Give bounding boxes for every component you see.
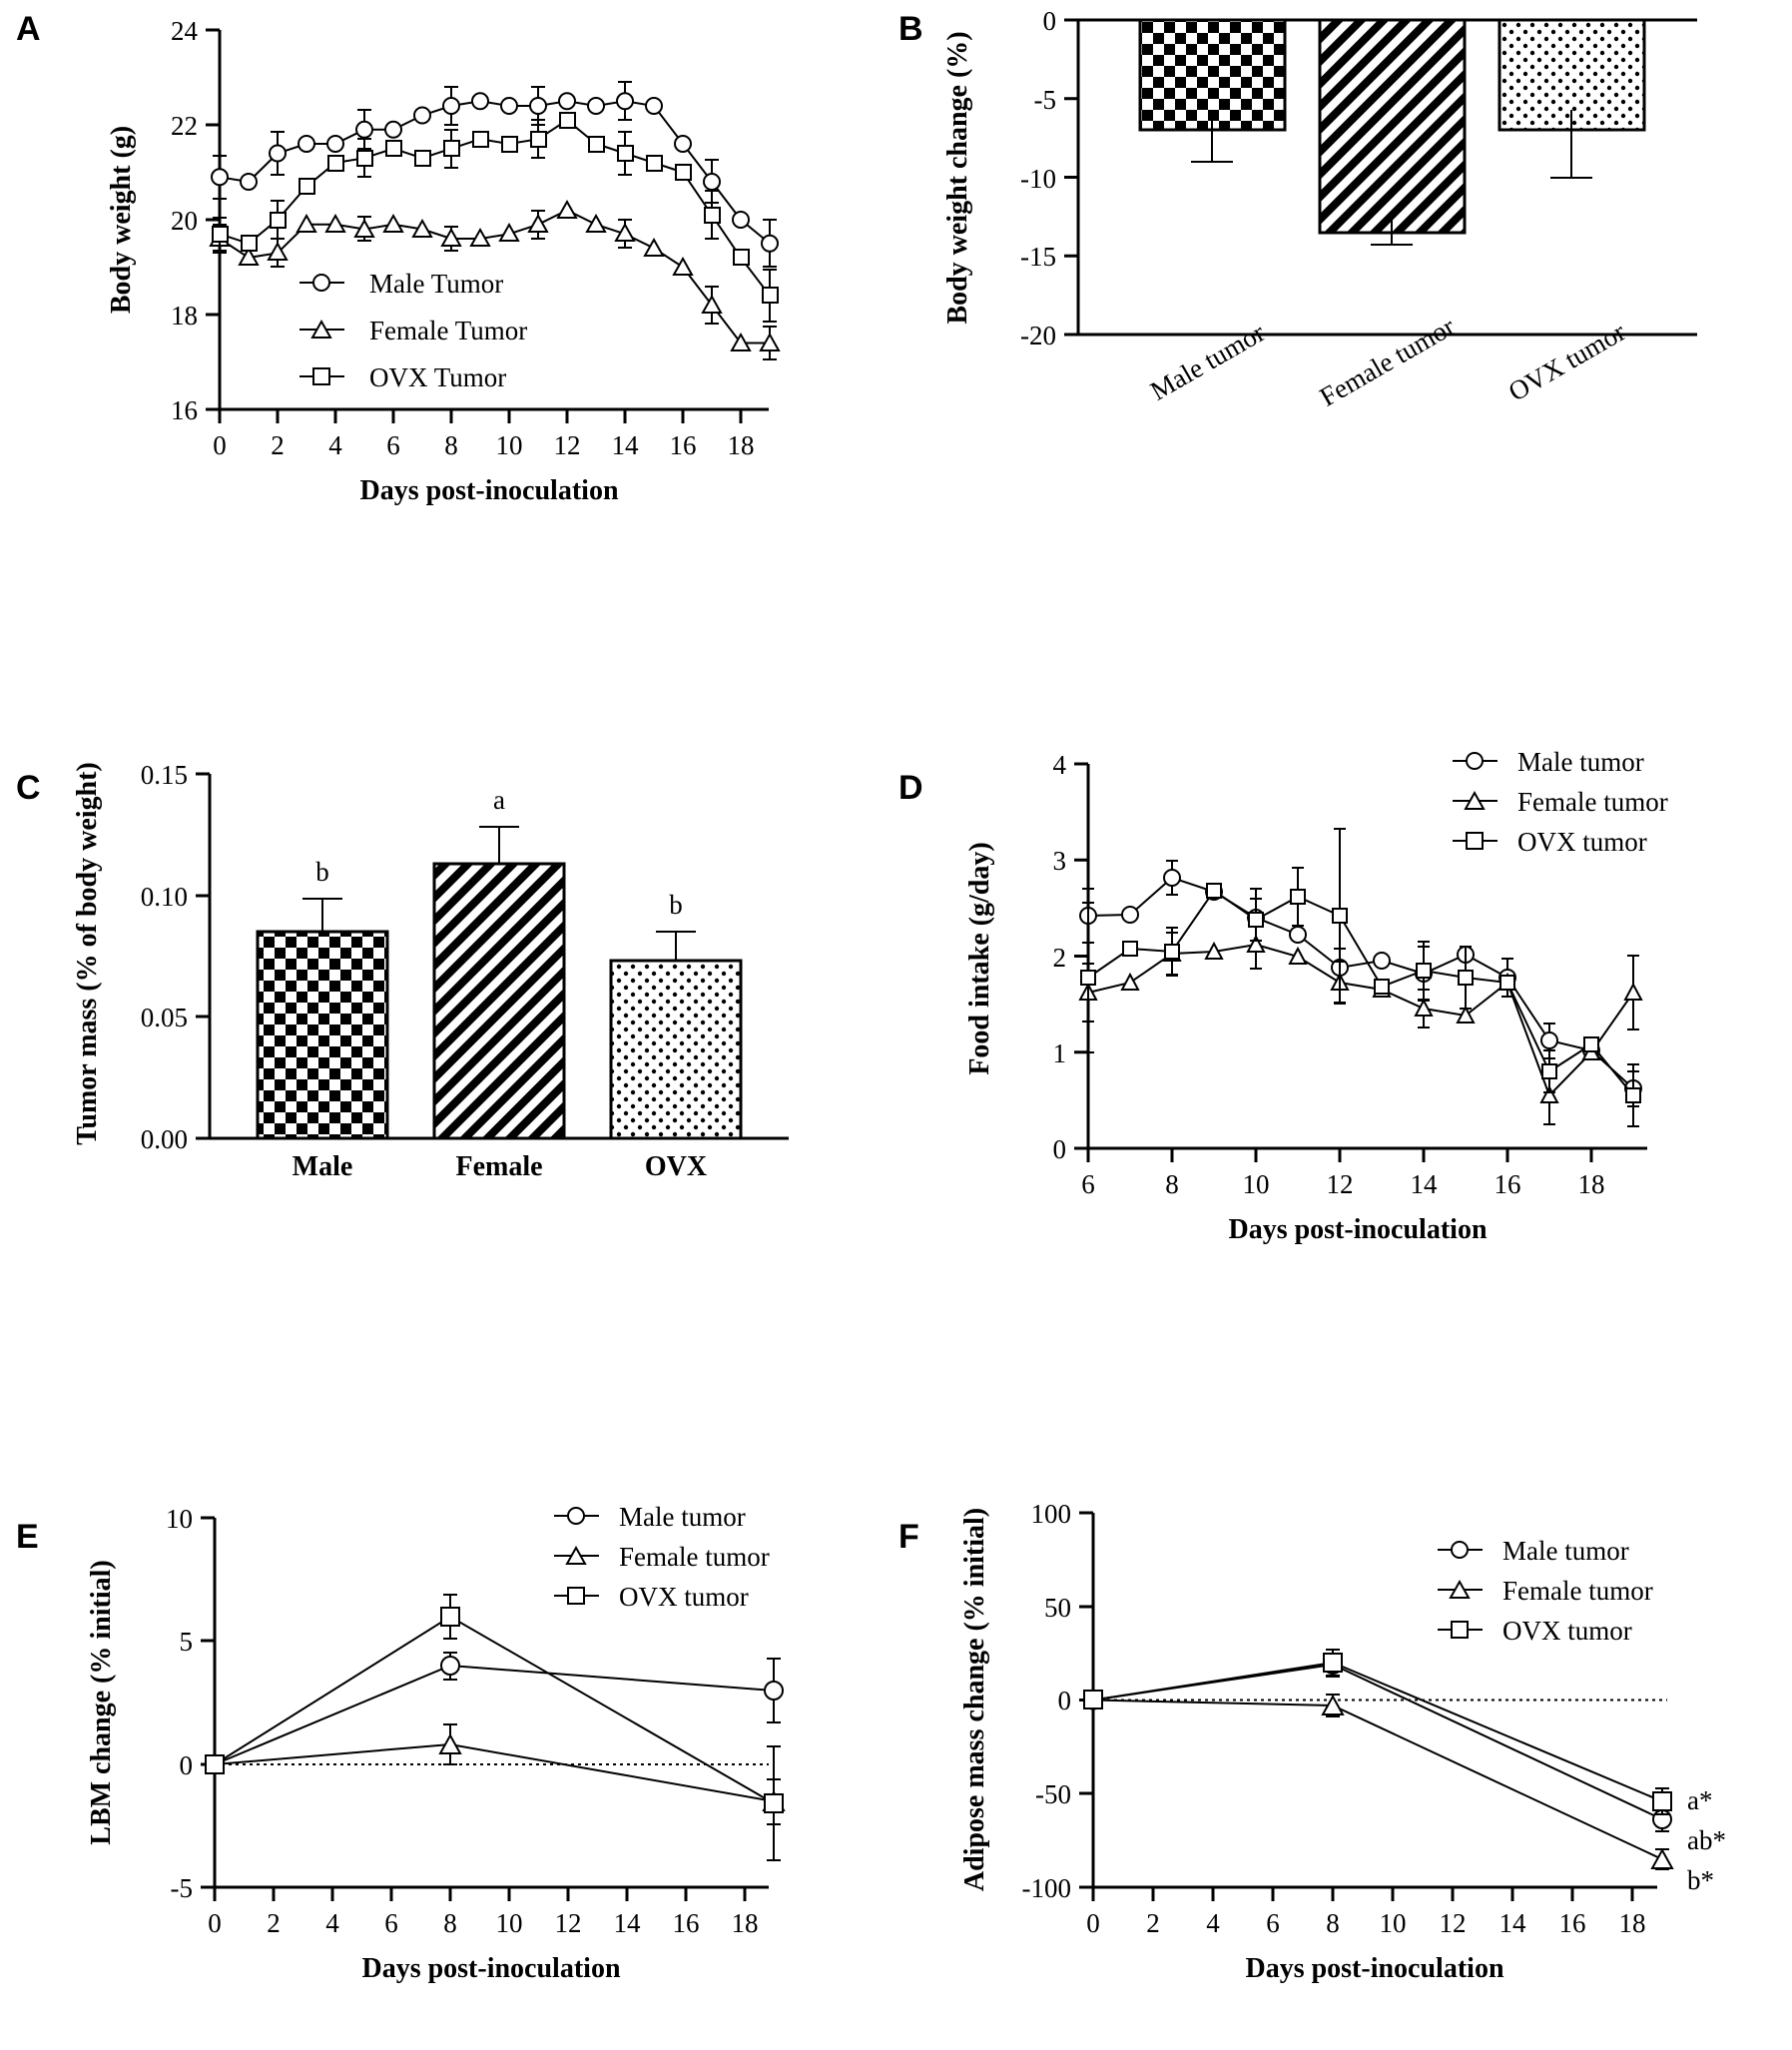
panel-d-legend-item-0: Male tumor <box>1517 747 1644 777</box>
panel-a-xtick-6: 12 <box>553 430 581 460</box>
panel-b-ylabel: Body weight change (%) <box>942 31 973 325</box>
panel-e-xtick-4: 8 <box>443 1908 457 1938</box>
panel-e-series-ovx <box>206 1595 783 1860</box>
panel-f-xlabel: Days post-inoculation <box>1245 1953 1504 1984</box>
panel-f-xtick-3: 6 <box>1266 1908 1280 1938</box>
panel-a-ytick-2: 20 <box>171 206 198 236</box>
panel-a-xtick-1: 2 <box>271 430 285 460</box>
panel-f-annot-1: ab* <box>1687 1825 1726 1855</box>
panel-f-ytick-2: 0 <box>1057 1686 1071 1715</box>
panel-d-legend <box>1453 747 1668 857</box>
panel-e-xlabel: Days post-inoculation <box>361 1953 621 1984</box>
panel-b-chart <box>879 0 1792 559</box>
panel-label-b: B <box>898 10 923 48</box>
panel-e-ytick-1: 0 <box>179 1750 193 1780</box>
panel-a-legend <box>299 269 527 392</box>
panel-c-annot-2: b <box>669 890 683 920</box>
panel-c-bar-2 <box>611 961 741 1138</box>
panel-c-ylabel: Tumor mass (% of body weight) <box>72 762 103 1145</box>
panel-b-xtick-0: Male tumor <box>1145 317 1270 406</box>
panel-a-ytick-4: 24 <box>171 16 198 46</box>
panel-f-legend <box>1438 1536 1653 1646</box>
panel-e-chart <box>0 1488 879 2047</box>
panel-label-a: A <box>16 10 41 48</box>
panel-a-ylabel: Body weight (g) <box>106 125 137 315</box>
panel-f-xtick-7: 14 <box>1498 1908 1526 1938</box>
panel-c-bar-1 <box>434 864 564 1138</box>
panel-label-d: D <box>898 769 923 807</box>
panel-a-chart <box>0 0 879 529</box>
panel-e-series-female <box>215 1724 784 1824</box>
panel-a-xtick-2: 4 <box>328 430 342 460</box>
panel-e-ytick-3: 10 <box>166 1504 193 1534</box>
panel-d-ytick-4: 4 <box>1052 750 1066 780</box>
panel-a-xlabel: Days post-inoculation <box>359 475 619 506</box>
panel-a-series-male <box>212 82 778 267</box>
panel-d-ytick-1: 1 <box>1052 1038 1066 1068</box>
panel-c-bars <box>258 785 741 1138</box>
panel-e-legend-item-1: Female tumor <box>619 1542 770 1572</box>
panel-d-chart <box>879 739 1792 1278</box>
panel-b-xtick-1: Female tumor <box>1314 311 1461 412</box>
panel-f-ytick-3: 50 <box>1044 1593 1071 1623</box>
panel-f-series-ovx <box>1084 1650 1671 1814</box>
panel-d-xtick-2: 10 <box>1242 1169 1270 1199</box>
panel-e-legend-item-0: Male tumor <box>619 1502 746 1532</box>
panel-f-annot-2: b* <box>1687 1865 1714 1895</box>
panel-e-xtick-3: 6 <box>384 1908 398 1938</box>
panel-f-legend-item-1: Female tumor <box>1502 1576 1653 1606</box>
panel-e-xtick-5: 10 <box>495 1908 523 1938</box>
panel-f-xtick-6: 12 <box>1439 1908 1467 1938</box>
panel-b-ytick-3: -15 <box>1020 242 1056 272</box>
panel-b-ytick-1: -5 <box>1033 85 1056 115</box>
panel-f-ytick-1: -50 <box>1035 1779 1071 1809</box>
panel-label-e: E <box>16 1518 39 1556</box>
panel-a-xtick-0: 0 <box>213 430 227 460</box>
panel-d-xtick-6: 18 <box>1577 1169 1605 1199</box>
panel-f-annot-0: a* <box>1687 1785 1713 1815</box>
panel-e-xtick-8: 16 <box>672 1908 700 1938</box>
panel-c-ytick-2: 0.10 <box>140 882 188 912</box>
panel-a-xtick-7: 14 <box>611 430 639 460</box>
panel-e-xtick-2: 4 <box>325 1908 339 1938</box>
panel-f-chart <box>879 1488 1792 2047</box>
panel-f-legend-item-0: Male tumor <box>1502 1536 1629 1566</box>
panel-a-xtick-4: 8 <box>444 430 458 460</box>
panel-label-f: F <box>898 1518 919 1556</box>
panel-f-xtick-9: 18 <box>1618 1908 1646 1938</box>
panel-e-xtick-6: 12 <box>554 1908 582 1938</box>
panel-e-xtick-9: 18 <box>731 1908 759 1938</box>
panel-a-ytick-0: 16 <box>171 395 198 425</box>
panel-f-xtick-5: 10 <box>1379 1908 1407 1938</box>
panel-e-series-male <box>206 1653 783 1773</box>
panel-d-xtick-1: 8 <box>1165 1169 1179 1199</box>
panel-d-ytick-3: 3 <box>1052 846 1066 876</box>
panel-d-ylabel: Food intake (g/day) <box>964 842 995 1075</box>
panel-f-series-female <box>1093 1695 1672 1869</box>
panel-a-xtick-5: 10 <box>495 430 523 460</box>
panel-d-xtick-0: 6 <box>1081 1169 1095 1199</box>
panel-e-legend <box>554 1502 770 1612</box>
panel-d-xtick-5: 16 <box>1493 1169 1521 1199</box>
panel-a-ytick-3: 22 <box>171 111 198 141</box>
panel-d-xlabel: Days post-inoculation <box>1228 1214 1488 1245</box>
panel-d-legend-item-2: OVX tumor <box>1517 827 1647 857</box>
panel-e-xtick-1: 2 <box>267 1908 281 1938</box>
panel-f-ytick-4: 100 <box>1030 1499 1071 1529</box>
panel-e-ytick-2: 5 <box>179 1627 193 1657</box>
panel-d-ytick-2: 2 <box>1052 943 1066 973</box>
panel-d-legend-item-1: Female tumor <box>1517 787 1668 817</box>
panel-d-ytick-0: 0 <box>1052 1134 1066 1164</box>
panel-a-xtick-8: 16 <box>669 430 697 460</box>
panel-c-annot-1: a <box>493 785 505 815</box>
panel-f-xtick-1: 2 <box>1146 1908 1160 1938</box>
panel-d-xtick-4: 14 <box>1410 1169 1438 1199</box>
panel-c-ytick-1: 0.05 <box>140 1003 188 1032</box>
panel-c-xtick-1: Female <box>455 1151 543 1182</box>
panel-c-ytick-3: 0.15 <box>140 760 188 790</box>
panel-f-legend-item-2: OVX tumor <box>1502 1616 1632 1646</box>
panel-f-ylabel: Adipose mass change (% initial) <box>959 1507 990 1892</box>
panel-e-xtick-0: 0 <box>208 1908 222 1938</box>
panel-a-ytick-1: 18 <box>171 301 198 331</box>
panel-b-ytick-4: -20 <box>1020 321 1056 350</box>
panel-a-xtick-3: 6 <box>386 430 400 460</box>
panel-d-xtick-3: 12 <box>1326 1169 1354 1199</box>
panel-c-xtick-2: OVX <box>644 1151 708 1182</box>
panel-f-xtick-8: 16 <box>1558 1908 1586 1938</box>
panel-c-annot-0: b <box>315 857 329 887</box>
panel-e-xtick-7: 14 <box>613 1908 641 1938</box>
panel-c-bar-0 <box>258 932 387 1138</box>
panel-b-ytick-2: -10 <box>1020 164 1056 194</box>
panel-e-ytick-0: -5 <box>170 1873 193 1903</box>
panel-b-ytick-0: 0 <box>1042 6 1056 36</box>
panel-f-series-male <box>1084 1654 1671 1831</box>
panel-f-xtick-0: 0 <box>1086 1908 1100 1938</box>
panel-a-xtick-9: 18 <box>727 430 755 460</box>
panel-c-xtick-0: Male <box>292 1151 353 1182</box>
panel-b-bars <box>1140 20 1644 245</box>
panel-a-legend-item-2: OVX Tumor <box>369 362 507 392</box>
panel-a-legend-item-0: Male Tumor <box>369 269 504 299</box>
panel-e-legend-item-2: OVX tumor <box>619 1582 749 1612</box>
panel-label-c: C <box>16 769 41 807</box>
panel-c-chart <box>0 739 879 1218</box>
panel-f-xtick-4: 8 <box>1326 1908 1340 1938</box>
panel-f-xtick-2: 4 <box>1206 1908 1220 1938</box>
panel-f-ytick-0: -100 <box>1021 1873 1071 1903</box>
panel-c-ytick-0: 0.00 <box>140 1124 188 1154</box>
panel-b-bar-1 <box>1320 20 1465 233</box>
panel-a-legend-item-1: Female Tumor <box>369 316 528 345</box>
panel-b-xtick-2: OVX tumor <box>1502 316 1631 407</box>
panel-e-ylabel: LBM change (% initial) <box>86 1560 117 1845</box>
